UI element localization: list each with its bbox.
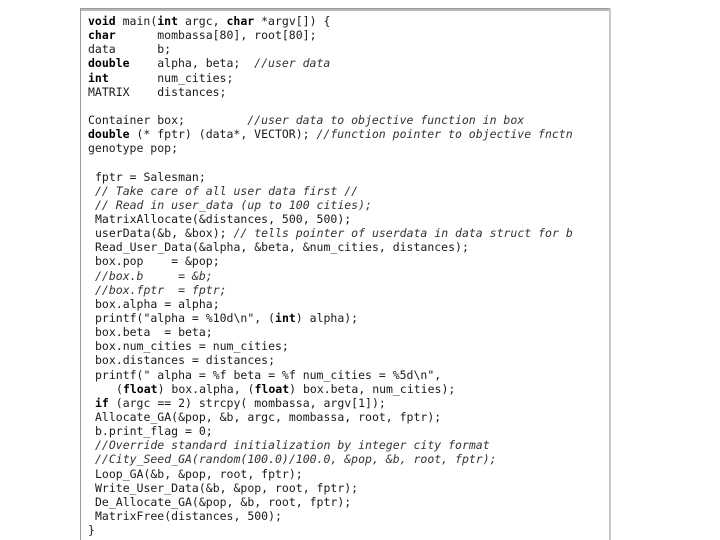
code-line [88, 170, 573, 184]
code-line [88, 396, 573, 410]
code-comment: //box.fptr = fptr; [95, 282, 227, 297]
code-comment: // tells pointer of userdata in data struct for b [233, 226, 573, 241]
code-comment: //City_Seed_GA(random(100.0)/100.0, &pop, &b, root, fptr); [95, 452, 497, 467]
code-text: ) box.beta, num_cities); [289, 381, 456, 396]
code-line [88, 438, 573, 452]
code-keyword: double [88, 56, 130, 71]
code-text: *argv[]) { [254, 14, 331, 28]
code-listing [88, 14, 573, 537]
code-line [88, 339, 573, 353]
code-comment: //function pointer to objective fnctn [316, 127, 573, 142]
code-text: ) alpha); [295, 310, 359, 325]
code-text: num_cities; [108, 70, 234, 85]
code-text: printf(" alpha = %f beta = %f num_cities = %5d\n", [95, 367, 442, 382]
code-line [88, 325, 573, 339]
code-text: b.print_flag = 0; [95, 424, 213, 439]
code-comment: //box.b = &b; [95, 268, 213, 283]
code-line [88, 212, 573, 226]
code-comment: //user data [254, 56, 331, 71]
code-text: printf("alpha = %10d\n", ( [95, 310, 276, 325]
code-line [88, 56, 573, 70]
code-text: box.beta = beta; [95, 325, 213, 340]
code-line [88, 424, 573, 438]
code-line [88, 410, 573, 424]
code-text: Read_User_Data(&alpha, &beta, &num_cities, distances); [95, 240, 469, 255]
code-line [88, 368, 573, 382]
code-line [88, 184, 573, 198]
code-line [88, 452, 573, 466]
code-keyword: int [88, 70, 109, 85]
code-comment: // Take care of all user data first // [95, 183, 359, 198]
code-line [88, 14, 573, 28]
code-text: main( [115, 14, 158, 28]
code-comment: // Read in user_data (up to 100 cities); [95, 197, 372, 212]
code-line [88, 509, 573, 523]
code-line [88, 382, 573, 396]
code-text: genotype pop; [88, 141, 179, 156]
code-line [88, 311, 573, 325]
code-text: MatrixFree(distances, 500); [95, 508, 282, 523]
code-text: box.pop = &pop; [95, 254, 220, 269]
code-text: data b; [88, 42, 172, 57]
code-keyword: char [226, 14, 255, 28]
code-text: box.alpha = alpha; [95, 296, 220, 311]
code-text: userData(&b, &box); [95, 226, 234, 241]
code-text: Loop_GA(&b, &pop, root, fptr); [95, 466, 303, 481]
code-line [88, 353, 573, 367]
code-line [88, 481, 573, 495]
code-line [88, 198, 573, 212]
code-keyword: float [122, 381, 158, 396]
code-line [88, 127, 573, 141]
code-line [88, 240, 573, 254]
code-keyword: double [88, 127, 130, 142]
code-text: alpha, beta; [129, 56, 255, 71]
code-text: Allocate_GA(&pop, &b, argc, mombassa, root, fptr); [95, 409, 442, 424]
code-text: (* fptr) (data*, VECTOR); [129, 127, 317, 142]
code-keyword: int [157, 14, 179, 28]
code-line [88, 269, 573, 283]
code-line [88, 28, 573, 42]
code-keyword: if [95, 395, 109, 410]
code-line [88, 155, 573, 169]
code-line [88, 226, 573, 240]
code-text: box.num_cities = num_cities; [95, 339, 289, 354]
code-text: Write_User_Data(&b, &pop, root, fptr); [95, 480, 359, 495]
code-text: box.distances = distances; [95, 353, 276, 368]
code-text: De_Allocate_GA(&pop, &b, root, fptr); [95, 494, 352, 509]
code-line [88, 71, 573, 85]
code-text: fptr = Salesman; [95, 169, 206, 184]
code-keyword: void [88, 14, 116, 28]
code-text: (argc == 2) strcpy( mombassa, argv[1]); [108, 395, 386, 410]
code-line [88, 85, 573, 99]
editor-right-border [609, 8, 611, 540]
code-line [88, 283, 573, 297]
code-text: mombassa[80], root[80]; [115, 28, 317, 43]
code-comment: //Override standard initialization by integer city format [95, 438, 490, 453]
code-text: ( [116, 381, 123, 396]
code-line [88, 467, 573, 481]
code-text: argc, [178, 14, 227, 28]
code-text: ) box.alpha, ( [157, 381, 255, 396]
code-editor-pane[interactable] [80, 8, 611, 540]
code-keyword: float [254, 381, 290, 396]
code-line [88, 523, 573, 537]
code-line [88, 113, 573, 127]
code-line [88, 254, 573, 268]
code-line [88, 495, 573, 509]
code-line [88, 141, 573, 155]
code-text: } [88, 523, 95, 538]
code-keyword: char [88, 28, 116, 43]
code-text: MATRIX distances; [88, 84, 227, 99]
code-text: MatrixAllocate(&distances, 500, 500); [95, 211, 352, 226]
code-line [88, 297, 573, 311]
code-text: Container box; [88, 112, 248, 127]
code-line [88, 99, 573, 113]
code-comment: //user data to objective function in box [247, 112, 525, 127]
code-line [88, 42, 573, 56]
code-keyword: int [275, 310, 296, 325]
